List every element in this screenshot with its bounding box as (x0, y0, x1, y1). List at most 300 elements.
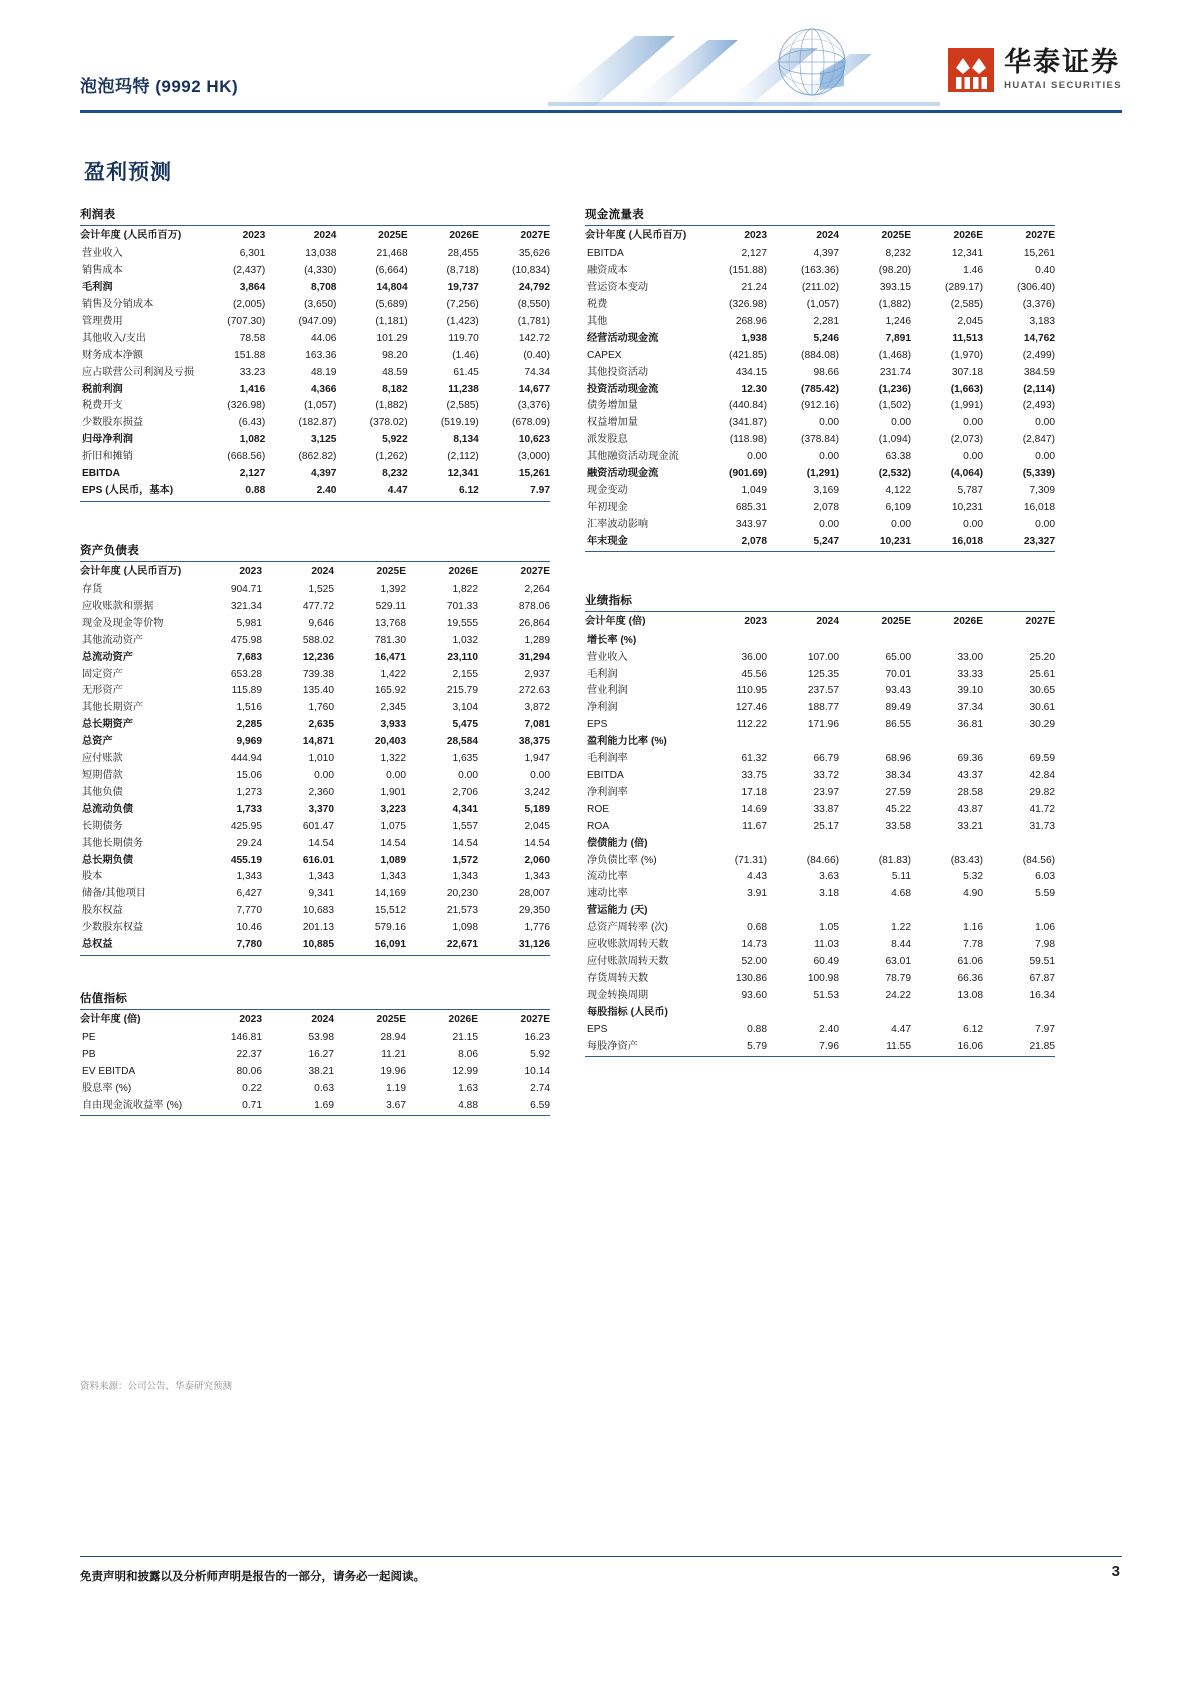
row-value: 70.01 (885, 668, 911, 680)
row-value: 98.66 (813, 366, 839, 378)
table-row (80, 1080, 550, 1097)
table-row (585, 1038, 1055, 1057)
column-header-year-2023: 2023 (194, 226, 265, 246)
row-label: 年初现金 (587, 501, 628, 513)
row-value: 31.73 (1029, 820, 1055, 832)
row-value: 1,098 (452, 922, 478, 934)
row-value: (3,376) (1022, 299, 1055, 311)
table-row (585, 666, 1055, 683)
row-value: (785.42) (801, 383, 839, 395)
table-row (585, 263, 1055, 280)
table-row (80, 886, 550, 903)
table-row (80, 449, 550, 466)
row-value: 165.92 (374, 685, 406, 697)
row-value: 119.70 (448, 332, 479, 344)
row-value: 19,555 (446, 617, 478, 629)
row-value: 4.43 (747, 871, 767, 883)
row-value: 4,397 (310, 468, 337, 480)
row-value: 61.32 (741, 753, 767, 765)
row-value: 16.27 (308, 1049, 334, 1060)
column-header-year-2023: 2023 (695, 612, 767, 632)
row-value: 475.98 (230, 634, 262, 646)
row-value: 0.63 (314, 1082, 334, 1094)
row-label: 存货周转天数 (587, 972, 649, 984)
table-row (585, 246, 1055, 263)
row-value: 33.33 (957, 668, 983, 680)
row-value: (8,718) (446, 265, 479, 277)
table-row (585, 347, 1055, 364)
row-value: (211.02) (801, 282, 839, 294)
row-value: (326.98) (729, 299, 767, 311)
table-row (585, 818, 1055, 835)
row-value: 2.74 (530, 1082, 550, 1094)
row-label: 其他负债 (82, 786, 123, 798)
table-row (80, 347, 550, 364)
row-value: (2,112) (447, 451, 479, 463)
row-label: 应付账款周转天数 (587, 955, 669, 967)
column-header-year-2025e: 2025E (839, 226, 911, 246)
row-value: 107.00 (807, 651, 839, 663)
column-header-year-2026e: 2026E (911, 226, 983, 246)
table-row (80, 936, 550, 955)
row-label: 年末现金 (585, 533, 695, 552)
row-value: 0.00 (747, 451, 767, 463)
table-row (585, 903, 1055, 920)
row-label: 每股指标 (人民币) (587, 1006, 668, 1018)
row-value: 16,471 (374, 651, 406, 663)
table-row (585, 415, 1055, 432)
row-value: 14,169 (374, 888, 406, 900)
row-value: 0.00 (530, 770, 550, 781)
row-value: 14.54 (308, 837, 334, 849)
table-row (80, 296, 550, 313)
table-row (80, 632, 550, 649)
row-value: 23,110 (447, 651, 478, 663)
table-row (80, 263, 550, 280)
row-value: 25.17 (813, 820, 839, 832)
row-value: (5,689) (375, 299, 408, 311)
row-label: 其他长期资产 (82, 702, 144, 714)
row-value: 5.11 (891, 871, 911, 883)
row-value: 38.34 (885, 770, 911, 781)
row-label: 折旧和摊销 (82, 451, 133, 463)
row-label: 应占联营公司利润及亏损 (82, 366, 195, 378)
row-value: 2,706 (452, 786, 478, 798)
row-value: 80.06 (236, 1065, 262, 1077)
table-row (585, 381, 1055, 398)
row-value: 28.94 (380, 1032, 406, 1044)
row-value: 1,822 (452, 584, 478, 596)
row-value: 78.58 (239, 332, 266, 344)
row-value: (901.69) (729, 468, 767, 480)
row-value: 9,341 (308, 888, 334, 900)
row-value: 5,981 (236, 617, 262, 629)
row-value: 0.88 (194, 482, 265, 501)
table-row (80, 1030, 550, 1047)
table-row (585, 1004, 1055, 1021)
row-label: 净利润 (587, 702, 618, 714)
row-label: CAPEX (587, 349, 622, 361)
row-value: 29,350 (518, 905, 550, 917)
row-value: 11.67 (742, 820, 767, 832)
row-value: 38.21 (308, 1065, 334, 1077)
row-value: 1.69 (262, 1097, 334, 1116)
table-row (80, 734, 550, 751)
row-label: 应收账款和票据 (82, 600, 154, 612)
table-row (585, 432, 1055, 449)
row-value: 8.44 (891, 939, 911, 951)
table-row (80, 835, 550, 852)
row-value: 6.03 (1035, 871, 1055, 883)
row-value: 4,341 (452, 803, 478, 815)
row-value: 3.63 (819, 871, 839, 883)
row-value: 5,922 (382, 434, 408, 446)
row-value: 27.59 (885, 786, 911, 798)
table-row (585, 801, 1055, 818)
row-value: 434.15 (735, 366, 767, 378)
row-value: 21.15 (452, 1032, 478, 1044)
row-label: 毛利润率 (587, 753, 628, 765)
income-statement-table (80, 225, 550, 502)
row-value: 23.97 (813, 786, 839, 798)
row-value: 2,285 (236, 719, 262, 731)
row-value: 1.19 (386, 1082, 406, 1094)
row-value: 0.00 (458, 770, 478, 781)
table-row (80, 381, 550, 398)
table-row (585, 683, 1055, 700)
row-label: 营业收入 (587, 651, 628, 663)
row-value: 1,246 (885, 315, 911, 327)
row-value: 2,635 (308, 719, 334, 731)
row-label: 储备/其他项目 (82, 888, 146, 900)
row-value: 343.97 (735, 518, 767, 530)
row-value: 444.94 (230, 753, 262, 765)
table-row (80, 852, 550, 869)
row-value: 8,708 (310, 282, 337, 294)
row-value: 188.77 (807, 702, 839, 714)
cash-flow-table (585, 225, 1055, 552)
row-value: 1,516 (236, 702, 262, 714)
column-header-year-2027e: 2027E (478, 561, 550, 581)
row-value: 4.90 (963, 888, 983, 900)
row-value: 904.71 (230, 584, 262, 596)
row-label: 总权益 (80, 936, 190, 955)
row-value: 15,261 (518, 468, 550, 480)
row-value: (84.66) (806, 854, 839, 866)
row-value: (2,493) (1022, 400, 1055, 412)
row-label: 汇率波动影响 (587, 518, 649, 530)
row-value: 28,455 (447, 248, 479, 260)
row-value: 1,075 (380, 820, 406, 832)
column-header-year-2025e: 2025E (334, 561, 406, 581)
column-header-year-2027e: 2027E (983, 612, 1055, 632)
column-header-year-2024: 2024 (262, 1009, 334, 1029)
row-value: (884.08) (801, 349, 839, 361)
row-label: 应付账款 (82, 753, 123, 765)
row-label: PE (82, 1032, 96, 1044)
row-label: EPS (人民币，基本) (80, 482, 194, 501)
table-row (80, 313, 550, 330)
row-value (983, 903, 1055, 920)
row-value: 0.40 (1035, 265, 1055, 277)
row-value: 115.89 (231, 685, 262, 697)
row-value: 3.67 (334, 1097, 406, 1116)
row-value: 231.74 (879, 366, 911, 378)
row-value: 477.72 (302, 600, 334, 612)
row-label: 股东权益 (82, 905, 123, 917)
header-divider (80, 110, 1122, 113)
column-header-year-2026e: 2026E (408, 226, 479, 246)
row-value: 1.22 (891, 922, 911, 934)
left-table-column (80, 206, 550, 1116)
row-label: 股息率 (%) (82, 1082, 132, 1094)
row-value: 29.82 (1029, 786, 1055, 798)
row-value: 0.22 (242, 1082, 262, 1094)
row-value: 2,281 (813, 315, 839, 327)
row-value: 14.69 (741, 803, 767, 815)
row-value: 4,122 (885, 485, 911, 496)
row-value: (98.20) (878, 265, 911, 277)
table-row (80, 398, 550, 415)
row-value: 0.00 (891, 417, 911, 429)
row-value: 9,646 (308, 617, 334, 629)
row-label: 其他投资活动 (587, 366, 649, 378)
row-value: 3,169 (813, 485, 839, 496)
row-value: 125.35 (807, 668, 839, 680)
row-value: 601.47 (302, 820, 334, 832)
row-value (911, 734, 983, 751)
row-value: 53.98 (308, 1032, 334, 1044)
row-value: 2,127 (239, 468, 266, 480)
row-value: 11,238 (448, 383, 479, 395)
row-value: (1,423) (446, 315, 479, 327)
row-value: (2,114) (1023, 383, 1055, 395)
table-row (80, 649, 550, 666)
row-value: (668.56) (227, 451, 266, 463)
row-value: 1,010 (308, 753, 334, 765)
row-label: 权益增加量 (587, 417, 638, 429)
column-header-year-2025e: 2025E (336, 226, 407, 246)
row-value: 30.65 (1029, 685, 1055, 697)
balance-sheet-caption: 资产负债表 (80, 544, 139, 557)
row-value: 3,370 (308, 803, 334, 815)
balance-sheet-block (80, 542, 550, 956)
row-value: (519.19) (440, 417, 479, 429)
row-value: 10,885 (262, 936, 334, 955)
column-header-year-2024: 2024 (262, 561, 334, 581)
row-value: 2,060 (524, 854, 550, 866)
row-value (695, 835, 767, 852)
row-value: 1,760 (308, 702, 334, 714)
row-value: 22,671 (406, 936, 478, 955)
row-value: 16,018 (1023, 501, 1055, 513)
row-value: (2,847) (1022, 434, 1055, 446)
row-label: 其他长期债务 (82, 837, 144, 849)
row-value: 2,264 (524, 584, 550, 596)
row-value: 10,231 (839, 533, 911, 552)
row-value: 653.28 (230, 668, 262, 680)
row-value: 739.38 (302, 668, 334, 680)
row-label: 盈利能力比率 (%) (587, 736, 667, 748)
table-row (80, 482, 550, 501)
table-row (80, 666, 550, 683)
row-value: 7.98 (1035, 939, 1055, 951)
column-header-period: 会计年度 (倍) (80, 1009, 190, 1029)
row-value: 0.71 (190, 1097, 262, 1116)
row-value: 384.59 (1023, 366, 1055, 378)
row-value: 14,762 (1023, 332, 1055, 344)
cash-flow-block (585, 206, 1055, 552)
row-value: 38,375 (518, 736, 550, 748)
row-value: (5,339) (1022, 468, 1055, 480)
table-row (585, 499, 1055, 516)
row-value: 12,236 (302, 651, 334, 663)
row-label: 总流动资产 (82, 651, 133, 663)
row-value: 1.63 (458, 1082, 478, 1094)
row-value (983, 1004, 1055, 1021)
column-header-year-2025e: 2025E (839, 612, 911, 632)
row-value: 0.88 (747, 1023, 767, 1035)
row-value: 5,475 (452, 719, 478, 731)
row-label: 总资产 (82, 736, 113, 748)
table-row (585, 751, 1055, 768)
table-row (80, 903, 550, 920)
row-value (911, 1004, 983, 1021)
row-value: 33.87 (813, 803, 839, 815)
row-value: 393.15 (879, 282, 911, 294)
row-label: 短期借款 (82, 770, 123, 781)
table-row (80, 364, 550, 381)
row-label: 固定资产 (82, 668, 123, 680)
table-row (585, 886, 1055, 903)
column-header-year-2027e: 2027E (479, 226, 550, 246)
table-row (80, 767, 550, 784)
table-row (585, 869, 1055, 886)
row-value: 8,134 (453, 434, 479, 446)
row-value (839, 1004, 911, 1021)
valuation-caption: 估值指标 (80, 992, 128, 1005)
row-value (983, 734, 1055, 751)
row-value: 878.06 (518, 600, 550, 612)
row-value: 0.00 (1035, 518, 1055, 530)
row-value: 6.12 (963, 1023, 983, 1035)
row-value: 14.54 (524, 837, 550, 849)
table-row (585, 1021, 1055, 1038)
table-row (80, 415, 550, 432)
row-value: 66.79 (813, 753, 839, 765)
page-number: 3 (1111, 1563, 1120, 1580)
table-row (80, 615, 550, 632)
row-value: 14,871 (302, 736, 334, 748)
row-value: 4.88 (406, 1097, 478, 1116)
performance-caption: 业绩指标 (585, 595, 633, 608)
table-row (80, 432, 550, 449)
row-value: (2,073) (950, 434, 983, 446)
row-value: 44.06 (310, 332, 337, 344)
row-value: 3,125 (310, 434, 337, 446)
row-value: 3,223 (380, 803, 406, 815)
row-value: 7,309 (1029, 485, 1055, 496)
row-value: (912.16) (801, 400, 839, 412)
row-value: 7,081 (524, 719, 550, 731)
row-value (911, 632, 983, 649)
row-value: (71.31) (734, 854, 767, 866)
row-value: 43.87 (957, 803, 983, 815)
row-value: 151.88 (234, 349, 266, 361)
row-value: (421.85) (729, 349, 767, 361)
row-value: (182.87) (298, 417, 337, 429)
row-value: 48.19 (310, 366, 337, 378)
row-value: (326.98) (227, 400, 266, 412)
row-value: 7.97 (479, 482, 550, 501)
row-label: 债务增加量 (587, 400, 638, 412)
huatai-logo (948, 48, 1122, 92)
row-value: 29.24 (236, 837, 262, 849)
row-value: (8,550) (517, 299, 550, 311)
income-statement-block (80, 206, 550, 502)
table-row (80, 330, 550, 347)
row-value: 11,513 (952, 332, 983, 344)
row-value: 268.96 (735, 315, 767, 327)
row-value: 14.73 (741, 939, 767, 951)
row-value: 5,189 (524, 803, 550, 815)
row-label: 销售及分销成本 (82, 299, 154, 311)
row-value: 1,572 (452, 854, 478, 866)
row-value: 2,127 (741, 248, 767, 260)
row-value: 17.18 (741, 786, 767, 798)
row-value: 59.51 (1029, 955, 1055, 967)
table-row (585, 767, 1055, 784)
row-label: ROA (587, 820, 610, 832)
row-value (983, 632, 1055, 649)
row-value: 0.00 (819, 451, 839, 463)
row-value: 0.00 (1035, 417, 1055, 429)
row-value: (678.09) (512, 417, 550, 429)
row-value: 23,327 (983, 533, 1055, 552)
row-value: 21.85 (983, 1038, 1055, 1057)
row-value: (3,000) (517, 451, 550, 463)
row-value: 14.54 (380, 837, 406, 849)
row-label: 融资活动现金流 (587, 468, 659, 480)
row-value: 35,626 (518, 248, 550, 260)
row-value: (707.30) (227, 315, 266, 327)
row-label: 现金转换周期 (587, 989, 649, 1001)
column-header-year-2027e: 2027E (478, 1009, 550, 1029)
row-value: (4,330) (304, 265, 337, 277)
row-value: (7,256) (446, 299, 479, 311)
row-value: (1,663) (950, 383, 983, 395)
row-label: EBITDA (587, 248, 624, 260)
row-value: 31,126 (478, 936, 550, 955)
row-label: 总长期负债 (82, 854, 133, 866)
row-label: 每股净资产 (585, 1038, 695, 1057)
row-value: 66.36 (957, 972, 983, 984)
column-header-year-2026e: 2026E (406, 1009, 478, 1029)
row-value: 26,864 (518, 617, 550, 629)
row-value: 10.46 (236, 922, 262, 934)
row-label: 存货 (82, 584, 103, 596)
row-value: 37.34 (957, 702, 983, 714)
source-note: 资料来源：公司公告、华泰研究预测 (80, 1381, 233, 1392)
row-value: 33.58 (885, 820, 911, 832)
row-value: (1,970) (950, 349, 983, 361)
row-value (767, 1004, 839, 1021)
row-value: (6.43) (238, 417, 266, 429)
row-value: 33.23 (239, 366, 266, 378)
row-value: 33.21 (957, 820, 983, 832)
column-header-period: 会计年度 (倍) (585, 612, 695, 632)
row-value: 163.36 (305, 349, 337, 361)
